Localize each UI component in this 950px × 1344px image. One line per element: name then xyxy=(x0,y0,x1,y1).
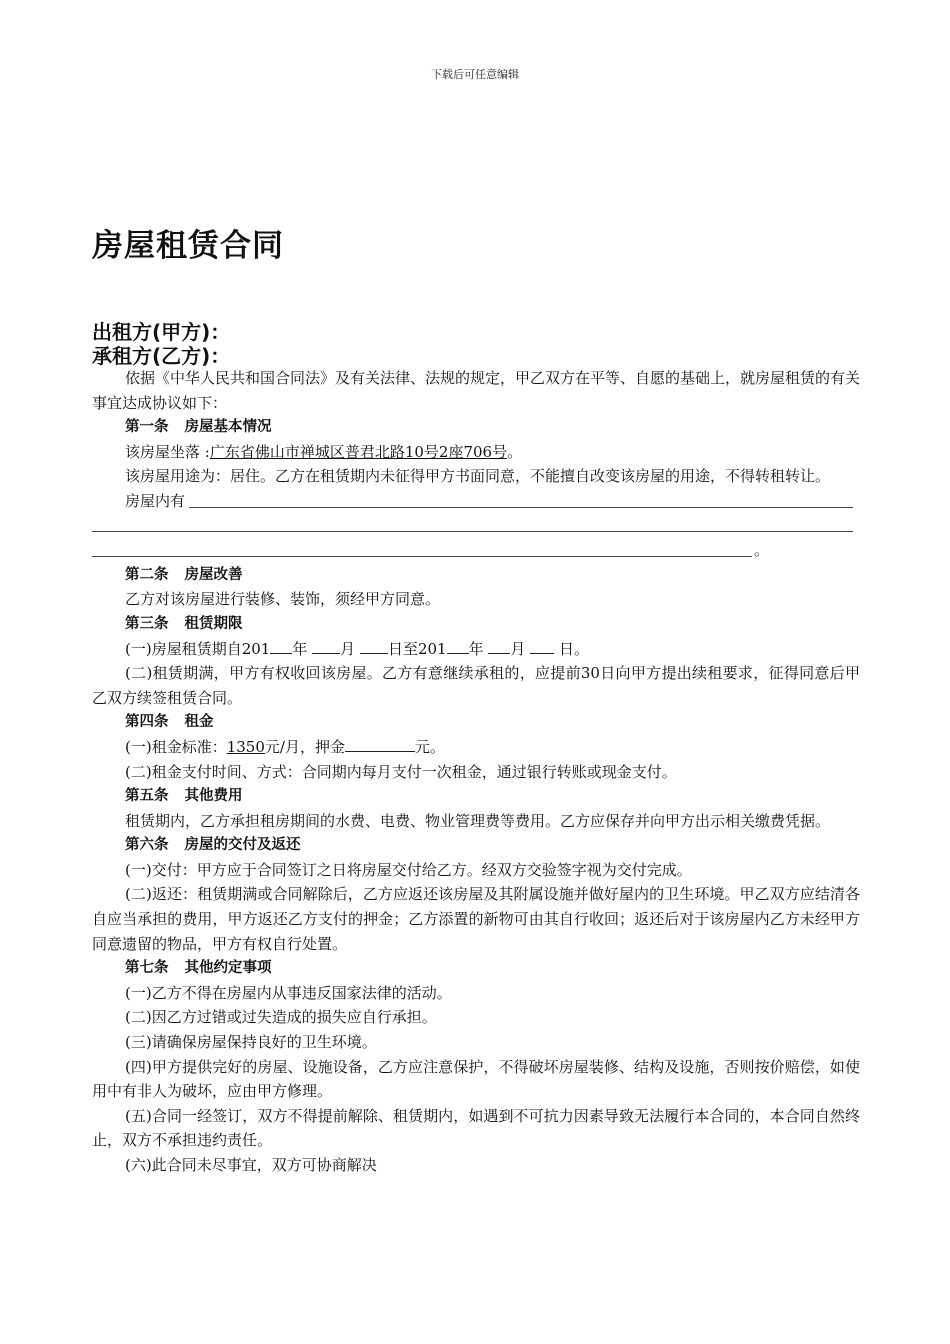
header-note: 下载后可任意编辑 xyxy=(431,68,519,81)
contract-body xyxy=(92,366,860,1178)
article-number: 第四条 xyxy=(125,714,169,731)
rent-text: 元。 xyxy=(414,737,445,756)
article-title: 租金 xyxy=(184,714,214,731)
clause-item: (五)合同一经签订，双方不得提前解除、租赁期内，如遇到不可抗力因素导致无法履行本合同的，本合同自然终止，双方不承担违约责任。 xyxy=(92,1106,860,1150)
article-3-heading xyxy=(92,612,860,637)
rent-payment: (二)租金支付时间、方式：合同期内每月支付一次租金，通过银行转账或现金支付。 xyxy=(125,762,677,781)
return: (二)返还：租赁期满或合同解除后，乙方应返还该房屋及其附属设施并做好屋内的卫生环境。甲乙双方应结清各自应当承担的费用，甲方返还乙方支付的押金；乙方添置的新物可由其自行收回；返还后对于该房屋内乙方未经甲方同意遗留的物品，甲方有权自行处置。 xyxy=(92,885,860,953)
article-number: 第二条 xyxy=(125,566,169,583)
rent-value: 1350 xyxy=(226,737,265,756)
blank-field xyxy=(447,639,469,654)
other-fees: 租赁期内，乙方承担租房期间的水费、电费、物业管理费等费用。乙方应保存并向甲方出示相关缴费凭据。 xyxy=(125,811,831,830)
article-number: 第七条 xyxy=(125,960,169,977)
clause-item: (三)请确保房屋保持良好的卫生环境。 xyxy=(125,1033,377,1052)
lease-period-text: 年 xyxy=(292,639,308,658)
clause-item: (一)乙方不得在房屋内从事违反国家法律的活动。 xyxy=(125,983,452,1002)
article-number: 第六条 xyxy=(125,837,169,854)
blank-line xyxy=(92,531,853,532)
lease-renewal: (二)租赁期满，甲方有权收回该房屋。乙方有意继续承租的，应提前30日向甲方提出续租要求，征得同意后甲乙双方续签租赁合同。 xyxy=(92,664,860,707)
lease-period-text: 年 xyxy=(468,639,484,658)
rent-text: 元/月，押金 xyxy=(264,737,345,756)
intro-paragraph: 依据《中华人民共和国合同法》及有关法律、法规的规定，甲乙双方在平等、自愿的基础上，就房屋租赁的有关事宜达成协议如下： xyxy=(92,369,861,412)
rent-standard xyxy=(92,735,860,760)
clause-item: (四)甲方提供完好的房屋、设施设备，乙方应注意保护，不得破坏房屋装修、结构及设施，否则按价赔偿，如使用中有非人为破坏，应由甲方修理。 xyxy=(92,1057,860,1101)
lease-period-text: 月 xyxy=(340,639,356,658)
renovation-text: 乙方对该房屋进行装修、装饰，须经甲方同意。 xyxy=(125,590,441,609)
blank-field xyxy=(530,639,554,654)
lease-period-text: (一)房屋租赁期自201 xyxy=(125,639,271,658)
lease-period xyxy=(92,637,860,662)
contents-line-2 xyxy=(92,514,860,539)
clause-item: (二)因乙方过错或过失造成的损失应自行承担。 xyxy=(125,1008,437,1027)
article-title: 其他约定事项 xyxy=(184,960,272,977)
article-7-heading xyxy=(92,956,860,981)
blank-field xyxy=(270,639,292,654)
lessee-label: 承租方(乙方)： xyxy=(92,344,231,368)
blank-field xyxy=(312,639,340,654)
article-4-heading xyxy=(92,710,860,735)
article-number: 第五条 xyxy=(125,788,169,805)
article-5-heading xyxy=(92,784,860,809)
blank-field xyxy=(360,639,388,654)
article-1-heading xyxy=(92,415,860,440)
location-label: 该房屋坐落 : xyxy=(125,442,210,461)
article-number: 第一条 xyxy=(125,419,169,436)
rent-text: (一)租金标准： xyxy=(125,737,227,756)
blank-line xyxy=(189,507,853,508)
location-value: 广东省佛山市禅城区普君北路10号2座706号 xyxy=(209,442,508,461)
article-title: 房屋改善 xyxy=(184,566,243,583)
article-title: 其他费用 xyxy=(184,788,243,805)
deposit-blank xyxy=(345,737,415,752)
lease-period-text: 日。 xyxy=(558,639,589,658)
clause-item: (六)此合同未尽事宜，双方可协商解决 xyxy=(125,1156,377,1174)
lessor-label: 出租方(甲方)： xyxy=(92,320,231,344)
location-end: 。 xyxy=(507,442,523,461)
lease-period-text: 日至201 xyxy=(387,639,447,658)
contents-line-3 xyxy=(92,538,860,563)
property-location xyxy=(92,440,860,465)
article-title: 房屋基本情况 xyxy=(184,419,272,436)
contents-label: 房屋内有 xyxy=(125,491,186,510)
article-6-heading xyxy=(92,833,860,858)
blank-line xyxy=(92,556,752,557)
property-usage: 该房屋用途为：居住。乙方在租赁期内未征得甲方书面同意，不能擅自改变该房屋的用途，不得转租转让。 xyxy=(125,467,831,486)
blank-field xyxy=(488,639,510,654)
article-number: 第三条 xyxy=(125,615,169,632)
article-2-heading xyxy=(92,563,860,588)
article-title: 租赁期限 xyxy=(184,615,243,632)
article-title: 房屋的交付及返还 xyxy=(184,837,301,854)
handover: (一)交付：甲方应于合同签订之日将房屋交付给乙方。经双方交验签字视为交付完成。 xyxy=(125,860,692,879)
lease-period-text: 月 xyxy=(510,639,526,658)
page-title: 房屋租赁合同 xyxy=(92,228,284,264)
contents-end: 。 xyxy=(754,541,770,560)
contents-line-1 xyxy=(92,489,860,514)
